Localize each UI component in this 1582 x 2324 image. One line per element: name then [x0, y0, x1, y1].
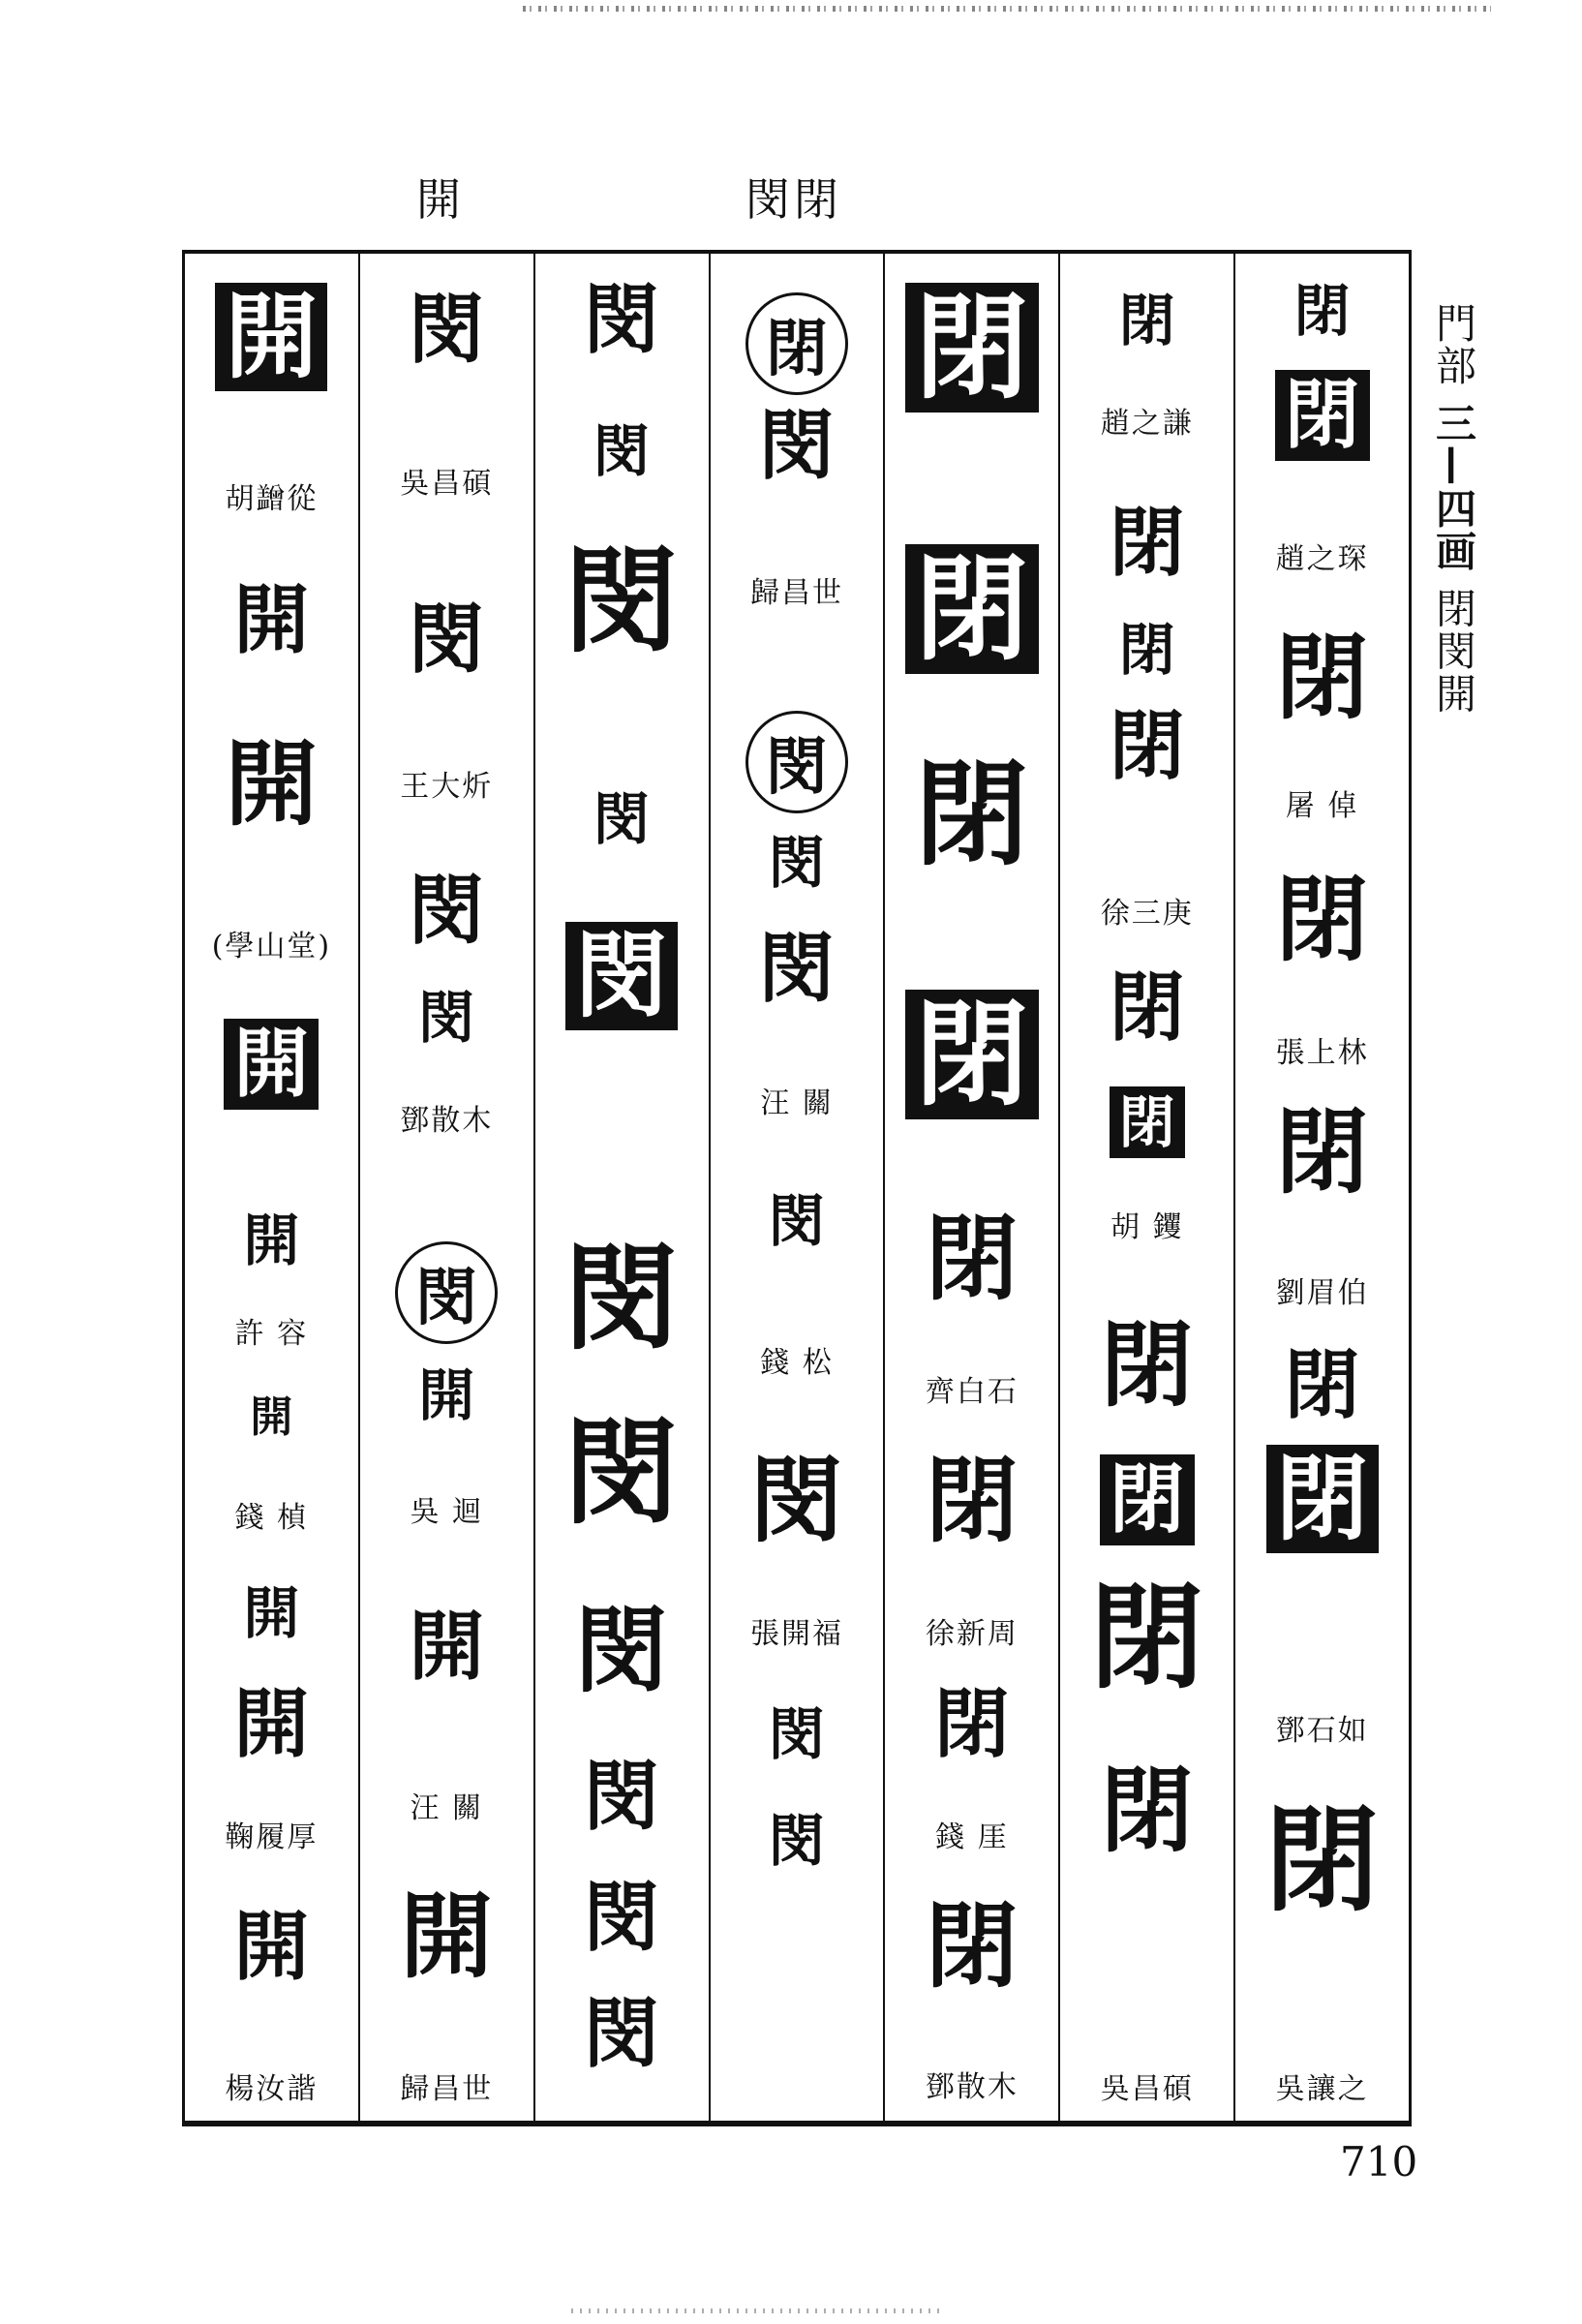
artist-label: 歸昌世	[750, 576, 843, 610]
artist-label: 歸昌世	[400, 2072, 494, 2106]
seal-glyph: 閉	[1089, 1570, 1204, 1704]
seal-glyph: 閉	[914, 747, 1029, 881]
seal-glyph: 閉	[925, 1446, 1019, 1555]
section-chars: 閉閔開	[1430, 587, 1477, 716]
seal-glyph: 閉	[1110, 1086, 1185, 1158]
circle-seal: 閉	[745, 292, 848, 395]
scan-noise-bottom	[571, 2309, 939, 2313]
seal-glyph: 閉	[933, 1680, 1010, 1768]
artist-label: 胡 钁	[1110, 1210, 1184, 1244]
artist-label: 錢 楨	[234, 1501, 309, 1535]
artist-label: 趙之謙	[1100, 407, 1194, 441]
seal-glyph: 閉	[925, 1891, 1019, 2001]
seal-glyph: 閔	[575, 1596, 669, 1705]
seal-glyph: 閔	[584, 1874, 660, 1962]
seal-glyph: 開	[233, 576, 310, 664]
artist-label: 楊汝諧	[225, 2072, 319, 2106]
artist-label: 徐新周	[925, 1617, 1019, 1651]
artist-label: 吳讓之	[1275, 2072, 1369, 2106]
artist-label: 屠 倬	[1285, 789, 1359, 823]
header-right: 閔閉	[745, 173, 842, 226]
seal-glyph: 閉	[1275, 865, 1369, 974]
column-2	[360, 254, 535, 2121]
seal-glyph: 閉	[1109, 963, 1185, 1052]
artist-label: (學山堂)	[211, 930, 332, 963]
column-6	[1060, 254, 1235, 2121]
seal-glyph: 閔	[758, 925, 836, 1013]
seal-glyph: 閔	[768, 1701, 826, 1767]
artist-label: 汪 關	[410, 1791, 484, 1825]
seal-glyph: 閔	[593, 418, 651, 484]
artist-label: 劉眉伯	[1275, 1276, 1369, 1310]
seal-glyph: 開	[418, 1362, 475, 1428]
seal-glyph: 閉	[1275, 1097, 1369, 1207]
seal-glyph: 閉	[1109, 702, 1185, 790]
seal-glyph: 閉	[1100, 1454, 1195, 1545]
stroke-range: 三—四画	[1430, 402, 1477, 573]
circle-seal: 閔	[395, 1241, 498, 1344]
artist-label: 鞠履厚	[225, 1820, 319, 1854]
artist-label: 胡𥃙從	[225, 482, 319, 516]
scan-noise-top	[523, 6, 1491, 12]
artist-label: 徐三庚	[1100, 897, 1194, 931]
seal-glyph: 閉	[1275, 370, 1370, 461]
seal-glyph: 閔	[584, 276, 660, 364]
seal-glyph: 閔	[564, 534, 680, 668]
seal-glyph: 閉	[1118, 617, 1175, 683]
seal-glyph: 閔	[750, 1446, 843, 1555]
seal-glyph: 閔	[768, 1188, 826, 1254]
seal-glyph: 閉	[905, 544, 1039, 674]
artist-label: 許 容	[234, 1317, 309, 1351]
artist-label: 鄧散木	[400, 1104, 494, 1138]
seal-glyph: 開	[250, 1392, 293, 1442]
seal-glyph: 閉	[1109, 499, 1185, 587]
radical-part: 門部	[1430, 302, 1477, 387]
artist-label: 鄧石如	[1275, 1714, 1369, 1748]
column-7	[1235, 254, 1409, 2121]
seal-glyph: 閉	[1266, 1445, 1379, 1553]
seal-glyph: 開	[233, 1903, 310, 1991]
seal-glyph: 開	[215, 283, 327, 391]
artist-label: 錢 厓	[935, 1820, 1009, 1854]
seal-glyph: 閔	[584, 1753, 660, 1841]
section-side-label	[1431, 302, 1476, 716]
column-5	[885, 254, 1060, 2121]
seal-glyph: 閔	[564, 1405, 680, 1540]
seal-glyph: 閉	[1293, 278, 1351, 344]
column-3	[535, 254, 711, 2121]
seal-glyph: 開	[233, 1680, 310, 1768]
seal-glyph: 閔	[768, 1808, 826, 1874]
seal-glyph: 閉	[1100, 1310, 1194, 1420]
header-left: 開	[416, 173, 465, 226]
seal-glyph: 閔	[409, 867, 485, 955]
circle-seal: 閔	[745, 711, 848, 813]
artist-label: 吳昌碩	[1100, 2072, 1194, 2106]
seal-glyph: 閔	[584, 1990, 660, 2078]
page-number: 710	[1340, 2138, 1418, 2186]
seal-glyph: 閉	[905, 283, 1039, 413]
artist-label: 吳 迴	[410, 1495, 484, 1529]
seal-glyph: 閉	[905, 990, 1039, 1119]
column-4	[711, 254, 886, 2121]
seal-glyph: 閔	[409, 286, 485, 374]
seal-glyph: 開	[225, 729, 319, 839]
seal-glyph: 閔	[768, 830, 826, 896]
seal-glyph: 開	[409, 1603, 485, 1691]
artist-label: 王大炘	[400, 770, 494, 804]
seal-glyph: 開	[224, 1019, 319, 1110]
artist-label: 吳昌碩	[400, 467, 494, 501]
artist-label: 張上林	[1275, 1036, 1369, 1070]
artist-label: 鄧散木	[925, 2070, 1019, 2104]
seal-glyph: 開	[400, 1881, 494, 1991]
seal-glyph: 閉	[1264, 1792, 1380, 1927]
seal-glyph: 閔	[418, 985, 475, 1051]
seal-glyph: 閔	[564, 1231, 680, 1365]
seal-glyph: 閔	[593, 786, 651, 852]
seal-glyph: 閔	[758, 402, 836, 490]
seal-glyph: 開	[243, 1580, 300, 1646]
seal-glyph: 開	[243, 1208, 300, 1273]
artist-label: 張開福	[750, 1617, 843, 1651]
seal-glyph: 閉	[925, 1204, 1019, 1313]
seal-glyph: 閉	[1100, 1756, 1194, 1865]
seal-glyph: 閔	[409, 596, 485, 684]
artist-label: 汪 關	[760, 1086, 834, 1120]
seal-glyph: 閔	[565, 922, 678, 1030]
seal-glyph: 閉	[1275, 623, 1369, 732]
column-1	[185, 254, 360, 2121]
artist-label: 趙之琛	[1275, 542, 1369, 576]
seal-glyph: 閉	[1284, 1341, 1360, 1429]
seal-glyph: 閉	[1118, 288, 1175, 353]
artist-label: 齊白石	[925, 1375, 1019, 1409]
seal-script-table	[182, 250, 1412, 2126]
artist-label: 錢 松	[760, 1346, 834, 1380]
